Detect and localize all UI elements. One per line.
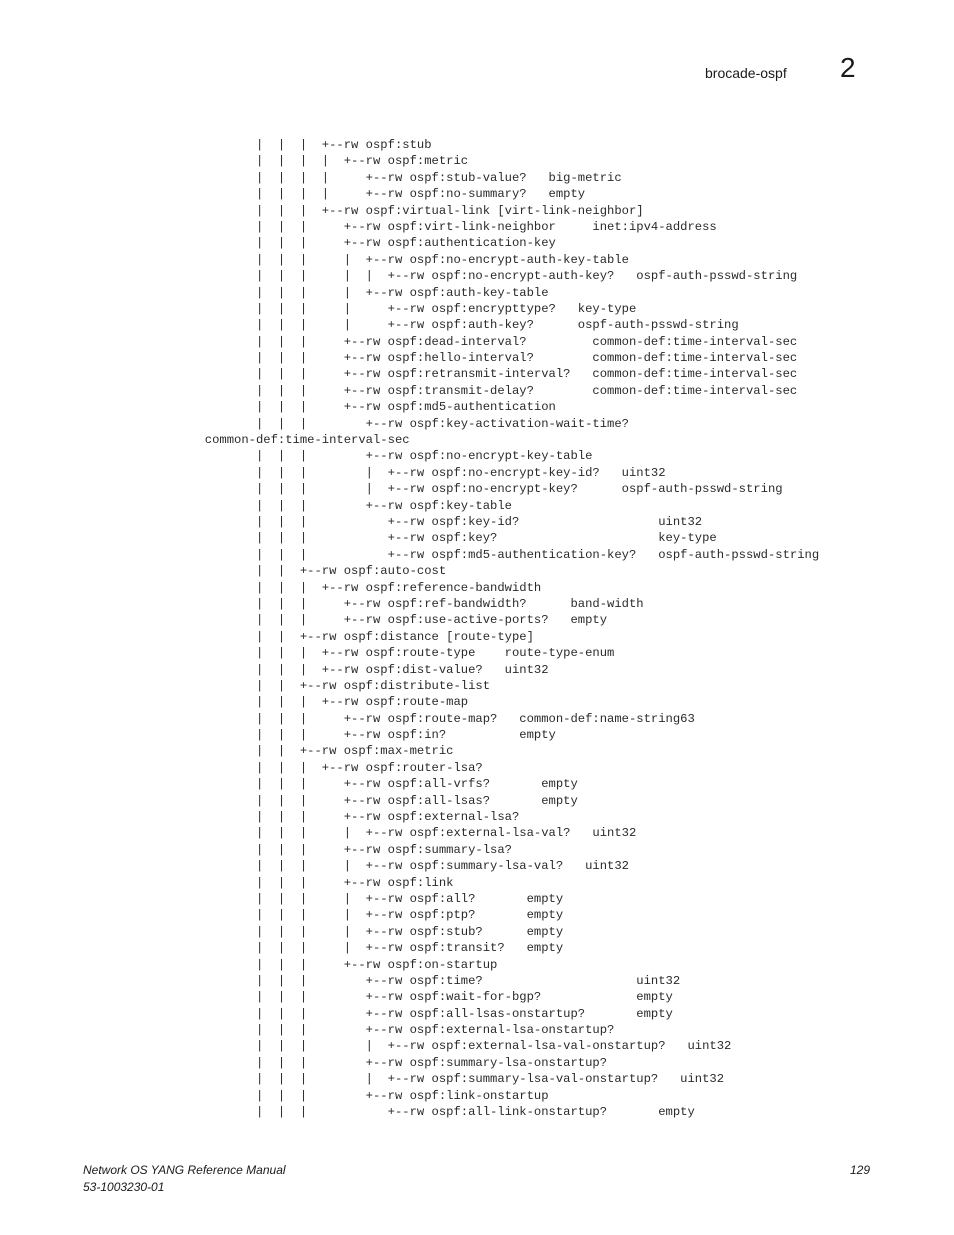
- tree-line: | | | | +--rw ospf:auth-key? ospf-auth-psswd-string: [0, 318, 739, 333]
- running-header-section: brocade-ospf: [705, 65, 787, 81]
- tree-line: | | | | +--rw ospf:summary-lsa-val? uint32: [0, 859, 629, 874]
- tree-line: | | +--rw ospf:auto-cost: [0, 564, 447, 579]
- tree-line: | | | +--rw ospf:md5-authentication: [0, 400, 556, 415]
- tree-line: | | | +--rw ospf:dist-value? uint32: [0, 662, 549, 677]
- tree-line: | | | +--rw ospf:route-map: [0, 695, 469, 710]
- footer-page-number: 129: [849, 1163, 870, 1177]
- tree-line: | | | | +--rw ospf:external-lsa-val-onstartup? uint32: [0, 1039, 732, 1054]
- tree-line: | | | +--rw ospf:no-encrypt-key-table: [0, 449, 593, 464]
- tree-line: | | | | +--rw ospf:encrypttype? key-type: [0, 301, 637, 316]
- tree-line: | | | +--rw ospf:authentication-key: [0, 236, 556, 251]
- tree-line: | | | | +--rw ospf:no-encrypt-key-id? uint32: [0, 465, 666, 480]
- tree-line: | | | | +--rw ospf:no-encrypt-key? ospf-auth-psswd-string: [0, 482, 783, 497]
- tree-line: | | | +--rw ospf:route-map? common-def:name-string63: [0, 711, 695, 726]
- tree-line: | | | +--rw ospf:stub: [0, 138, 432, 152]
- tree-line: | | | +--rw ospf:virt-link-neighbor inet:ipv4-address: [0, 219, 717, 234]
- footer-manual-title: Network OS YANG Reference Manual: [83, 1163, 286, 1177]
- tree-line: | | | +--rw ospf:in? empty: [0, 728, 556, 743]
- tree-line: | | | +--rw ospf:summary-lsa?: [0, 842, 512, 857]
- tree-line: | | | +--rw ospf:link: [0, 875, 454, 890]
- tree-line: | | | +--rw ospf:reference-bandwidth: [0, 580, 542, 595]
- tree-line: | | | +--rw ospf:all-lsas? empty: [0, 793, 578, 808]
- tree-line: common-def:time-interval-sec: [0, 433, 410, 448]
- tree-line: | | | +--rw ospf:md5-authentication-key? ospf-auth-psswd-string: [0, 547, 820, 562]
- tree-line: | | | | +--rw ospf:ptp? empty: [0, 908, 564, 923]
- tree-line: | | | +--rw ospf:link-onstartup: [0, 1088, 549, 1103]
- yang-tree-listing: [0, 137, 819, 1120]
- tree-line: | | | +--rw ospf:hello-interval? common-def:time-interval-sec: [0, 351, 798, 366]
- tree-line: | | | +--rw ospf:dead-interval? common-def:time-interval-sec: [0, 334, 798, 349]
- tree-line: | | | | +--rw ospf:transit? empty: [0, 941, 564, 956]
- chapter-number: 2: [840, 52, 856, 83]
- tree-line: | | | | +--rw ospf:stub? empty: [0, 924, 564, 939]
- tree-line: | | | | +--rw ospf:no-summary? empty: [0, 187, 586, 202]
- tree-line: | | | +--rw ospf:wait-for-bgp? empty: [0, 990, 673, 1005]
- tree-line: | | | +--rw ospf:key-activation-wait-time?: [0, 416, 629, 431]
- tree-line: | | +--rw ospf:max-metric: [0, 744, 454, 759]
- footer-document-number: 53-1003230-01: [83, 1180, 165, 1194]
- tree-line: | | | | +--rw ospf:all? empty: [0, 891, 564, 906]
- tree-line: | | | +--rw ospf:ref-bandwidth? band-width: [0, 596, 644, 611]
- tree-line: | | | +--rw ospf:key? key-type: [0, 531, 717, 546]
- tree-line: | | | +--rw ospf:key-table: [0, 498, 512, 513]
- tree-line: | | | | +--rw ospf:auth-key-table: [0, 285, 549, 300]
- tree-line: | | | | | +--rw ospf:no-encrypt-auth-key? ospf-auth-psswd-string: [0, 269, 798, 284]
- tree-line: | | | +--rw ospf:all-lsas-onstartup? empty: [0, 1006, 673, 1021]
- tree-line: | | | +--rw ospf:transmit-delay? common-def:time-interval-sec: [0, 383, 798, 398]
- tree-line: | | | +--rw ospf:all-vrfs? empty: [0, 777, 578, 792]
- tree-line: | | | +--rw ospf:use-active-ports? empty: [0, 613, 608, 628]
- tree-line: | | | +--rw ospf:summary-lsa-onstartup?: [0, 1055, 608, 1070]
- tree-line: | | +--rw ospf:distribute-list: [0, 678, 491, 693]
- tree-line: | | | +--rw ospf:on-startup: [0, 957, 498, 972]
- tree-line: | | | +--rw ospf:external-lsa-onstartup?: [0, 1023, 615, 1038]
- tree-line: | | | +--rw ospf:key-id? uint32: [0, 514, 703, 529]
- tree-line: | | | +--rw ospf:time? uint32: [0, 973, 681, 988]
- tree-line: | | | +--rw ospf:external-lsa?: [0, 810, 520, 825]
- tree-line: | | | | +--rw ospf:no-encrypt-auth-key-table: [0, 252, 629, 267]
- tree-line: | | | | +--rw ospf:stub-value? big-metric: [0, 170, 622, 185]
- tree-line: | | | +--rw ospf:retransmit-interval? common-def:time-interval-sec: [0, 367, 798, 382]
- tree-line: | | +--rw ospf:distance [route-type]: [0, 629, 534, 644]
- tree-line: | | | | +--rw ospf:summary-lsa-val-onstartup? uint32: [0, 1072, 725, 1087]
- tree-line: | | | +--rw ospf:virtual-link [virt-link-neighbor]: [0, 203, 644, 218]
- tree-line: | | | +--rw ospf:all-link-onstartup? empty: [0, 1105, 695, 1120]
- tree-line: | | | +--rw ospf:router-lsa?: [0, 760, 483, 775]
- tree-line: | | | | +--rw ospf:external-lsa-val? uint32: [0, 826, 637, 841]
- tree-line: | | | | +--rw ospf:metric: [0, 154, 469, 169]
- tree-line: | | | +--rw ospf:route-type route-type-enum: [0, 646, 615, 661]
